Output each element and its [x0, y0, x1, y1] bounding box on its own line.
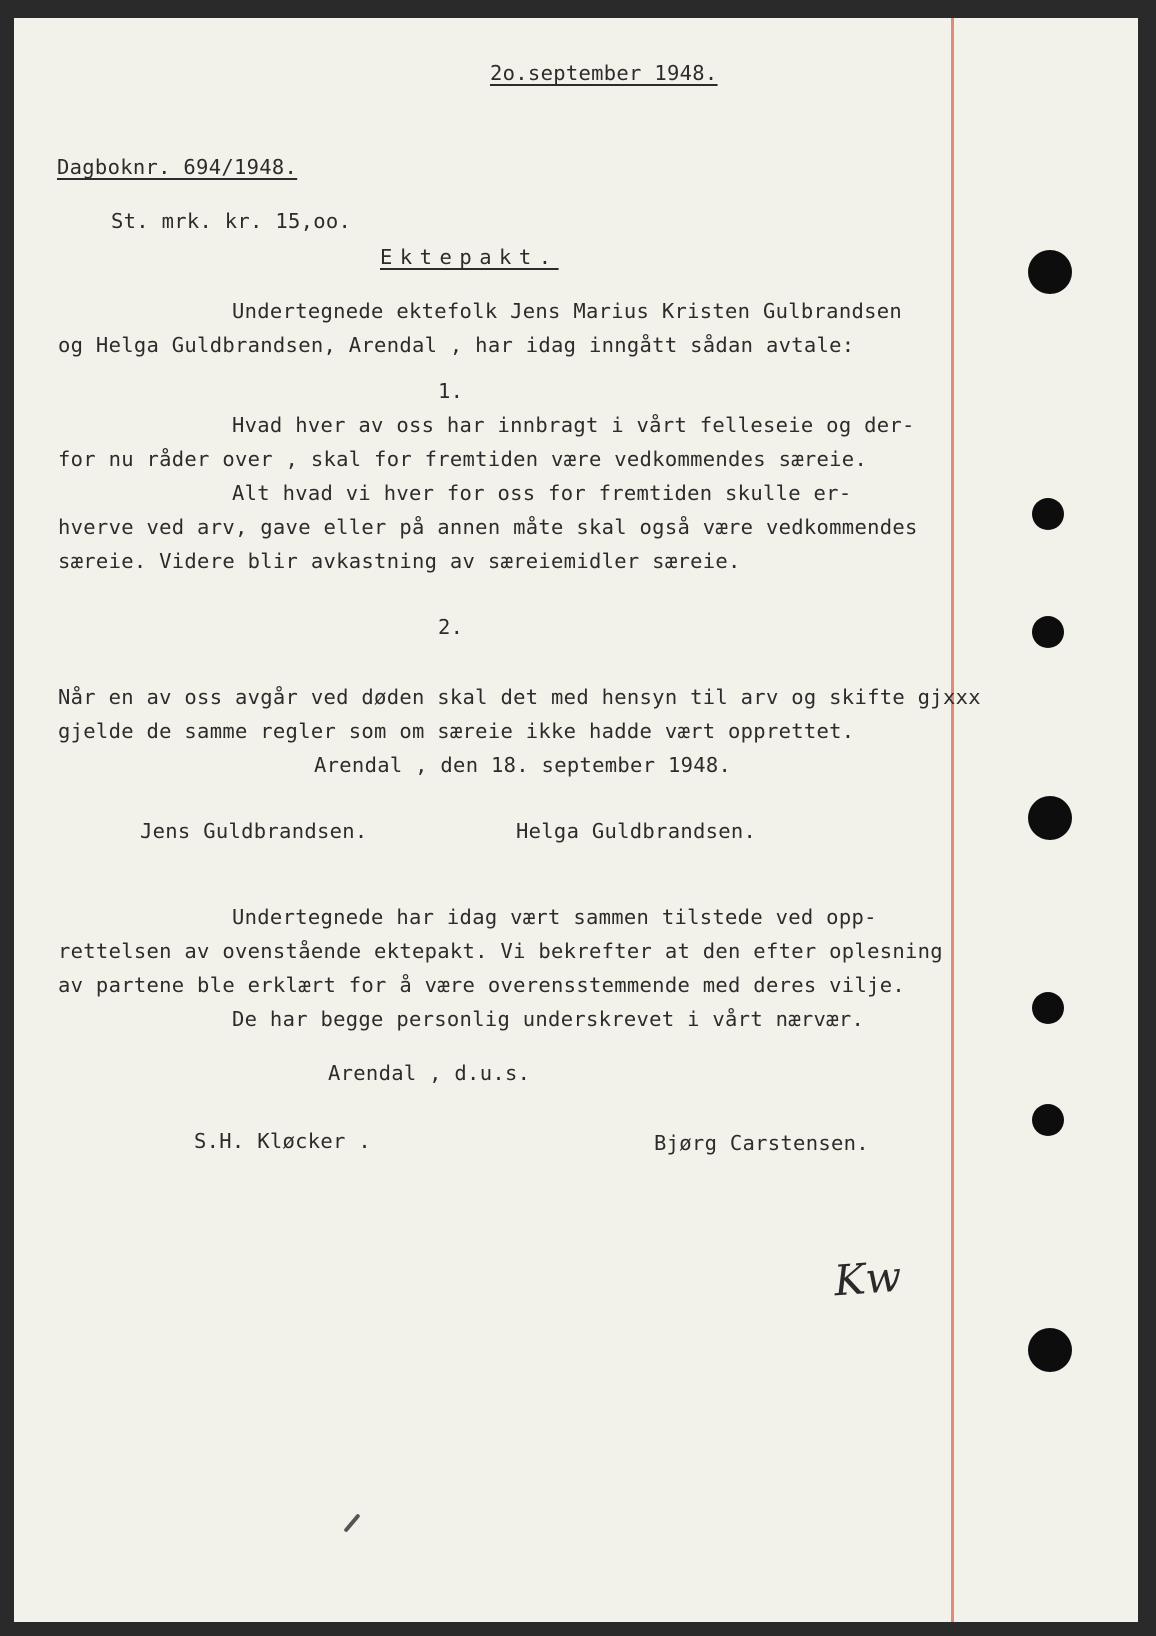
document-date: 2o.september 1948. — [490, 61, 718, 85]
stamp-fee: St. mrk. kr. 15,oo. — [111, 209, 352, 233]
handwritten-initials: Kw — [832, 1251, 903, 1306]
punch-hole-2 — [1032, 498, 1064, 530]
signature-helga: Helga Guldbrandsen. — [516, 819, 757, 843]
intro-line-2: og Helga Guldbrandsen, Arendal , har idag inngått sådan avtale: — [58, 333, 855, 357]
punch-hole-7 — [1028, 1328, 1072, 1372]
punch-hole-1 — [1028, 250, 1072, 294]
pen-mark — [343, 1513, 360, 1532]
signature-jens: Jens Guldbrandsen. — [140, 819, 368, 843]
margin-line — [951, 18, 954, 1622]
section-1-line-2: for nu råder over , skal for fremtiden være vedkommendes særeie. — [58, 447, 868, 471]
witness-signature-1: S.H. Kløcker . — [194, 1129, 371, 1153]
witness-line-1: Undertegnede har idag vært sammen tilstede ved opp- — [232, 905, 877, 929]
section-2-line-1: Når en av oss avgår ved døden skal det med hensyn til arv og skifte gjxxx — [58, 685, 981, 709]
intro-line-1: Undertegnede ektefolk Jens Marius Kristen Gulbrandsen — [232, 299, 903, 323]
section-1-line-1: Hvad hver av oss har innbragt i vårt felleseie og der- — [232, 413, 915, 437]
section-1-line-3: Alt hvad vi hver for oss for fremtiden skulle er- — [232, 481, 852, 505]
punch-hole-3 — [1032, 616, 1064, 648]
place-date: Arendal , den 18. september 1948. — [314, 753, 732, 777]
section-1-line-5: særeie. Videre blir avkastning av særeiemidler særeie. — [58, 549, 741, 573]
punch-hole-5 — [1032, 992, 1064, 1024]
section-2-line-2: gjelde de samme regler som om særeie ikke hadde vært opprettet. — [58, 719, 855, 743]
section-1-line-4: hverve ved arv, gave eller på annen måte skal også være vedkommendes — [58, 515, 918, 539]
document-title: Ektepakt. — [380, 245, 559, 269]
journal-number: Dagboknr. 694/1948. — [57, 155, 298, 179]
witness-place: Arendal , d.u.s. — [328, 1061, 531, 1085]
section-1-number: 1. — [438, 379, 464, 403]
witness-line-4: De har begge personlig underskrevet i vårt nærvær. — [232, 1007, 865, 1031]
punch-hole-6 — [1032, 1104, 1064, 1136]
section-2-number: 2. — [438, 615, 464, 639]
witness-line-3: av partene ble erklært for å være overensstemmende med deres vilje. — [58, 973, 906, 997]
witness-line-2: rettelsen av ovenstående ektepakt. Vi bekrefter at den efter oplesning — [58, 939, 943, 963]
punch-hole-4 — [1028, 796, 1072, 840]
witness-signature-2: Bjørg Carstensen. — [654, 1131, 869, 1155]
document-page — [14, 18, 1138, 1622]
